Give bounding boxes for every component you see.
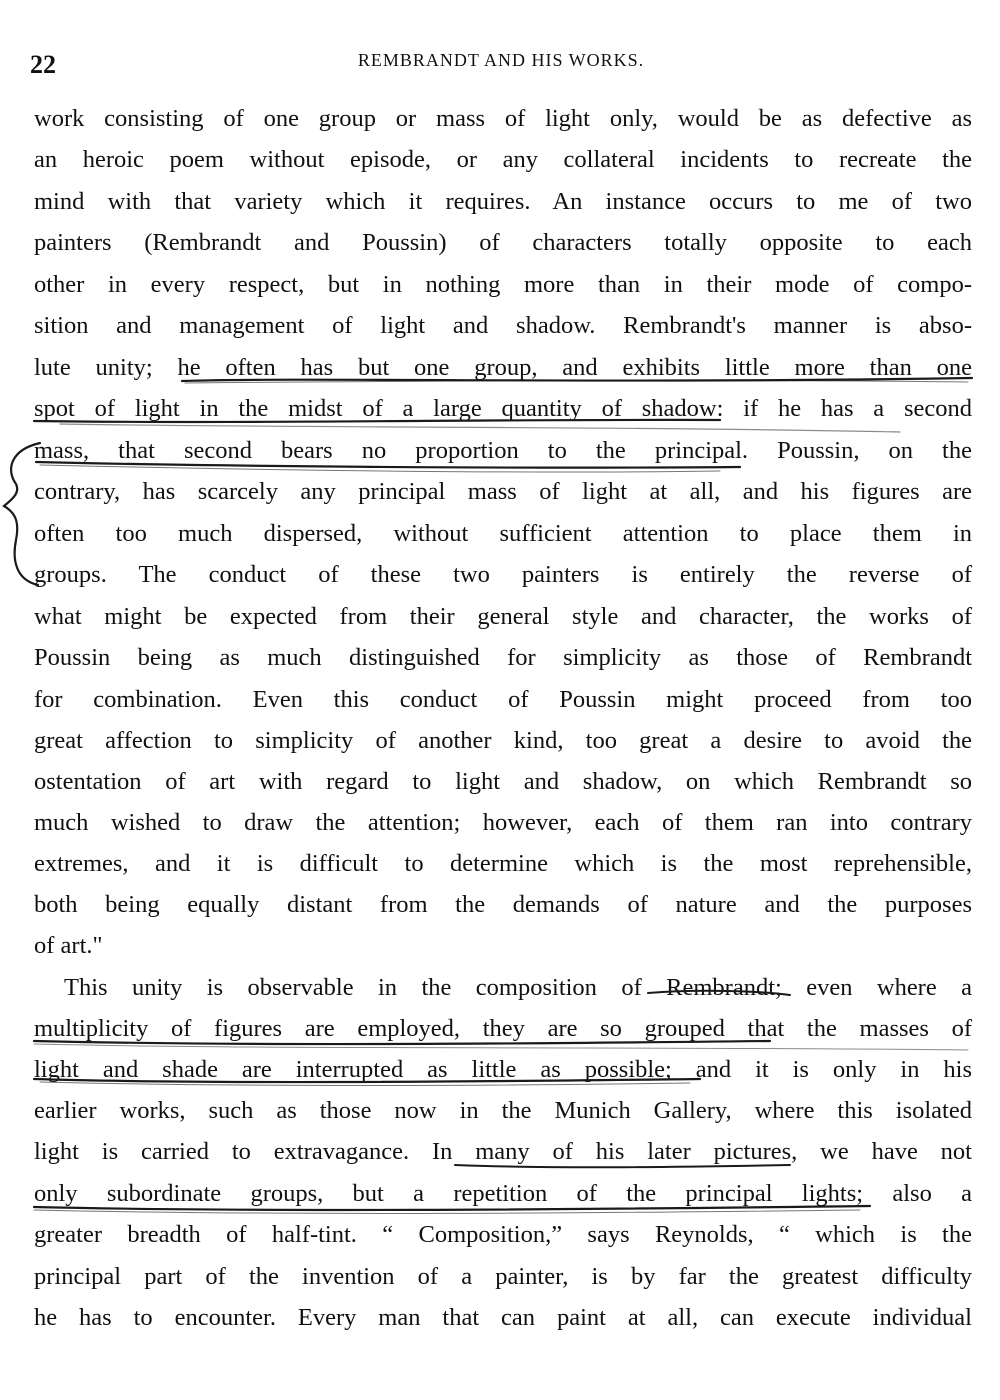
text-line: spot of light in the midst of a large quantity of shadow: if he has a second bbox=[34, 395, 972, 422]
page-number: 22 bbox=[30, 50, 56, 79]
running-title: REMBRANDT AND HIS WORKS. bbox=[357, 50, 645, 70]
text-line: extremes, and it is difficult to determine which is the most reprehensible, bbox=[34, 850, 972, 877]
text-line: of art." bbox=[34, 932, 103, 959]
text-line: mass, that second bears no proportion to the principal. Poussin, on the bbox=[34, 437, 972, 464]
page-header bbox=[30, 44, 972, 80]
text-line: an heroic poem without episode, or any collateral incidents to recreate the bbox=[34, 146, 972, 173]
text-line: lute unity; he often has but one group, and exhibits little more than one bbox=[34, 354, 972, 381]
text-line: sition and management of light and shadow. Rembrandt's manner is abso- bbox=[34, 312, 972, 339]
text-line: This unity is observable in the composition of Rembrandt; even where a bbox=[64, 974, 972, 1001]
text-line: light and shade are interrupted as little as possible; and it is only in his bbox=[34, 1056, 972, 1083]
text-line: ostentation of art with regard to light and shadow, on which Rembrandt so bbox=[34, 768, 972, 795]
text-line: groups. The conduct of these two painters is entirely the reverse of bbox=[34, 561, 972, 588]
text-line: contrary, has scarcely any principal mass of light at all, and his figures are bbox=[34, 478, 972, 505]
text-line: much wished to draw the attention; however, each of them ran into contrary bbox=[34, 809, 972, 836]
text-line: he has to encounter. Every man that can paint at all, can execute individual bbox=[34, 1304, 972, 1331]
text-line: other in every respect, but in nothing more than in their mode of compo- bbox=[34, 271, 972, 298]
text-line: both being equally distant from the demands of nature and the purposes bbox=[34, 891, 972, 918]
text-line: what might be expected from their general style and character, the works of bbox=[34, 603, 972, 630]
text-line: light is carried to extravagance. In many of his later pictures, we have not bbox=[34, 1138, 972, 1165]
text-line: earlier works, such as those now in the Munich Gallery, where this isolated bbox=[34, 1097, 972, 1124]
text-line: work consisting of one group or mass of light only, would be as defective as bbox=[34, 105, 972, 132]
text-line: multiplicity of figures are employed, they are so grouped that the masses of bbox=[34, 1015, 972, 1042]
text-line: greater breadth of half-tint. “ Composition,” says Reynolds, “ which is the bbox=[34, 1221, 972, 1248]
text-line: mind with that variety which it requires. An instance occurs to me of two bbox=[34, 188, 972, 215]
text-line: principal part of the invention of a painter, is by far the greatest difficulty bbox=[34, 1263, 972, 1290]
text-line: often too much dispersed, without sufficient attention to place them in bbox=[34, 520, 972, 547]
text-line: only subordinate groups, but a repetition of the principal lights; also a bbox=[34, 1180, 972, 1207]
text-line: for combination. Even this conduct of Poussin might proceed from too bbox=[34, 686, 972, 713]
text-line: great affection to simplicity of another kind, too great a desire to avoid the bbox=[34, 727, 972, 754]
text-line: Poussin being as much distinguished for simplicity as those of Rembrandt bbox=[34, 644, 972, 671]
text-line: painters (Rembrandt and Poussin) of characters totally opposite to each bbox=[34, 229, 972, 256]
